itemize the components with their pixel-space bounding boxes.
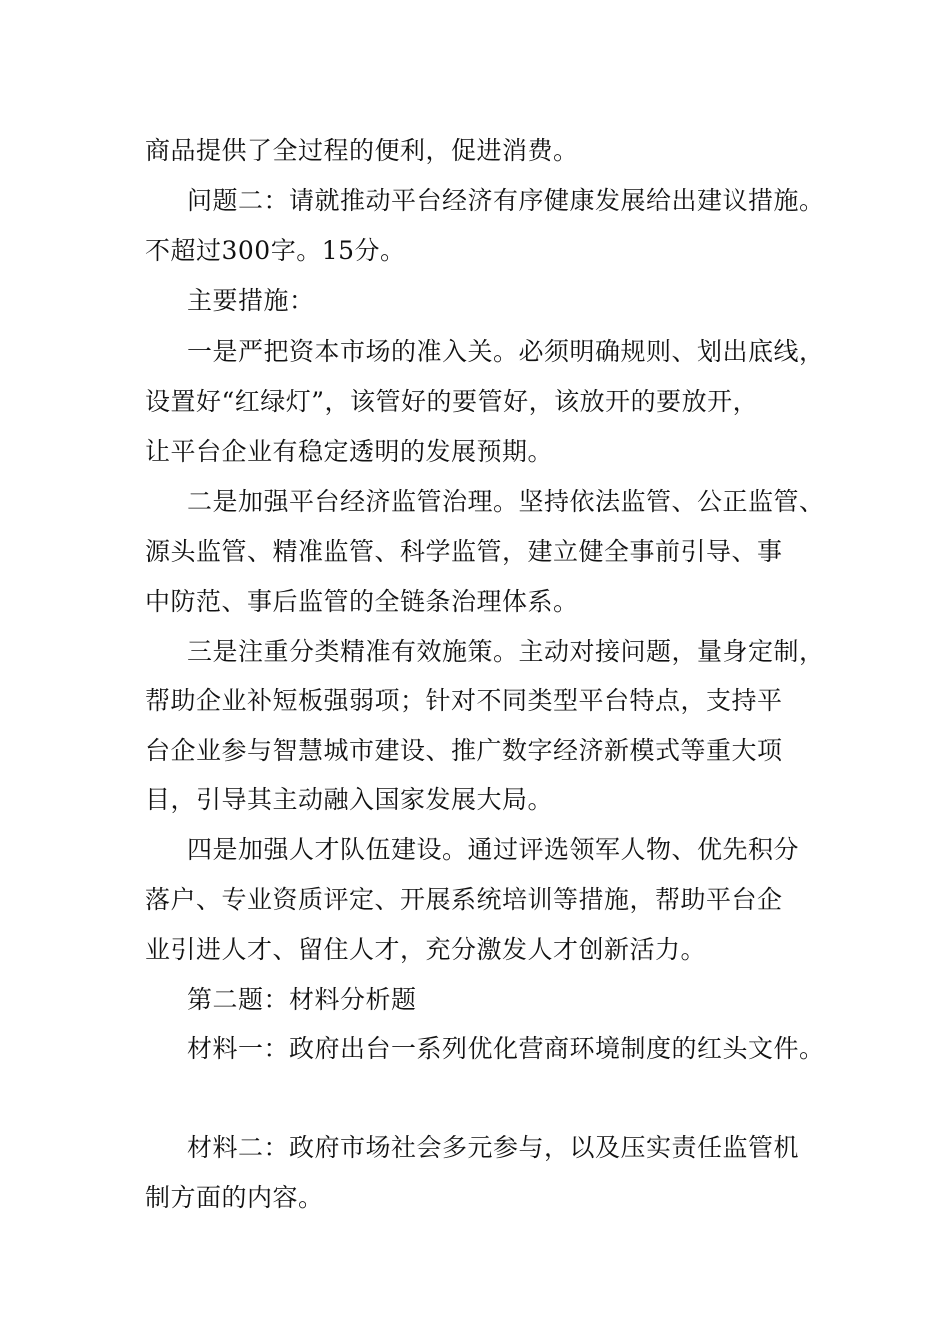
text-line: 帮助企业补短板强弱项；针对不同类型平台特点，支持平 <box>145 686 783 715</box>
text-line: 中防范、事后监管的全链条治理体系。 <box>145 587 579 616</box>
material-one-line: 材料一：政府出台一系列优化营商环境制度的红头文件。 <box>187 1034 825 1063</box>
measure-four-line: 四是加强人才队伍建设。通过评选领军人物、优先积分 <box>187 835 800 864</box>
text-line: 制方面的内容。 <box>145 1183 324 1212</box>
measure-two-line: 二是加强平台经济监管治理。坚持依法监管、公正监管、 <box>187 487 825 516</box>
section-heading: 第二题：材料分析题 <box>187 985 417 1014</box>
text-line: 业引进人才、留住人才，充分激发人才创新活力。 <box>145 935 707 964</box>
text-line: 台企业参与智慧城市建设、推广数字经济新模式等重大项 <box>145 736 783 765</box>
text-line: 让平台企业有稳定透明的发展预期。 <box>145 437 554 466</box>
text-line: 源头监管、精准监管、科学监管，建立健全事前引导、事 <box>145 537 783 566</box>
text-line: 不超过300字。15分。 <box>145 236 406 265</box>
material-two-line: 材料二：政府市场社会多元参与，以及压实责任监管机 <box>187 1133 800 1162</box>
section-heading: 主要措施： <box>187 286 315 315</box>
text-line: 目，引导其主动融入国家发展大局。 <box>145 785 554 814</box>
measure-one-line: 一是严把资本市场的准入关。必须明确规则、划出底线， <box>187 337 825 366</box>
question-two-line: 问题二：请就推动平台经济有序健康发展给出建议措施。 <box>187 186 825 215</box>
measure-three-line: 三是注重分类精准有效施策。主动对接问题，量身定制， <box>187 637 825 666</box>
text-line: 商品提供了全过程的便利，促进消费。 <box>145 136 579 165</box>
text-line: 落户、专业资质评定、开展系统培训等措施，帮助平台企 <box>145 885 783 914</box>
text-line: 设置好“红绿灯”，该管好的要管好，该放开的要放开， <box>145 387 759 416</box>
